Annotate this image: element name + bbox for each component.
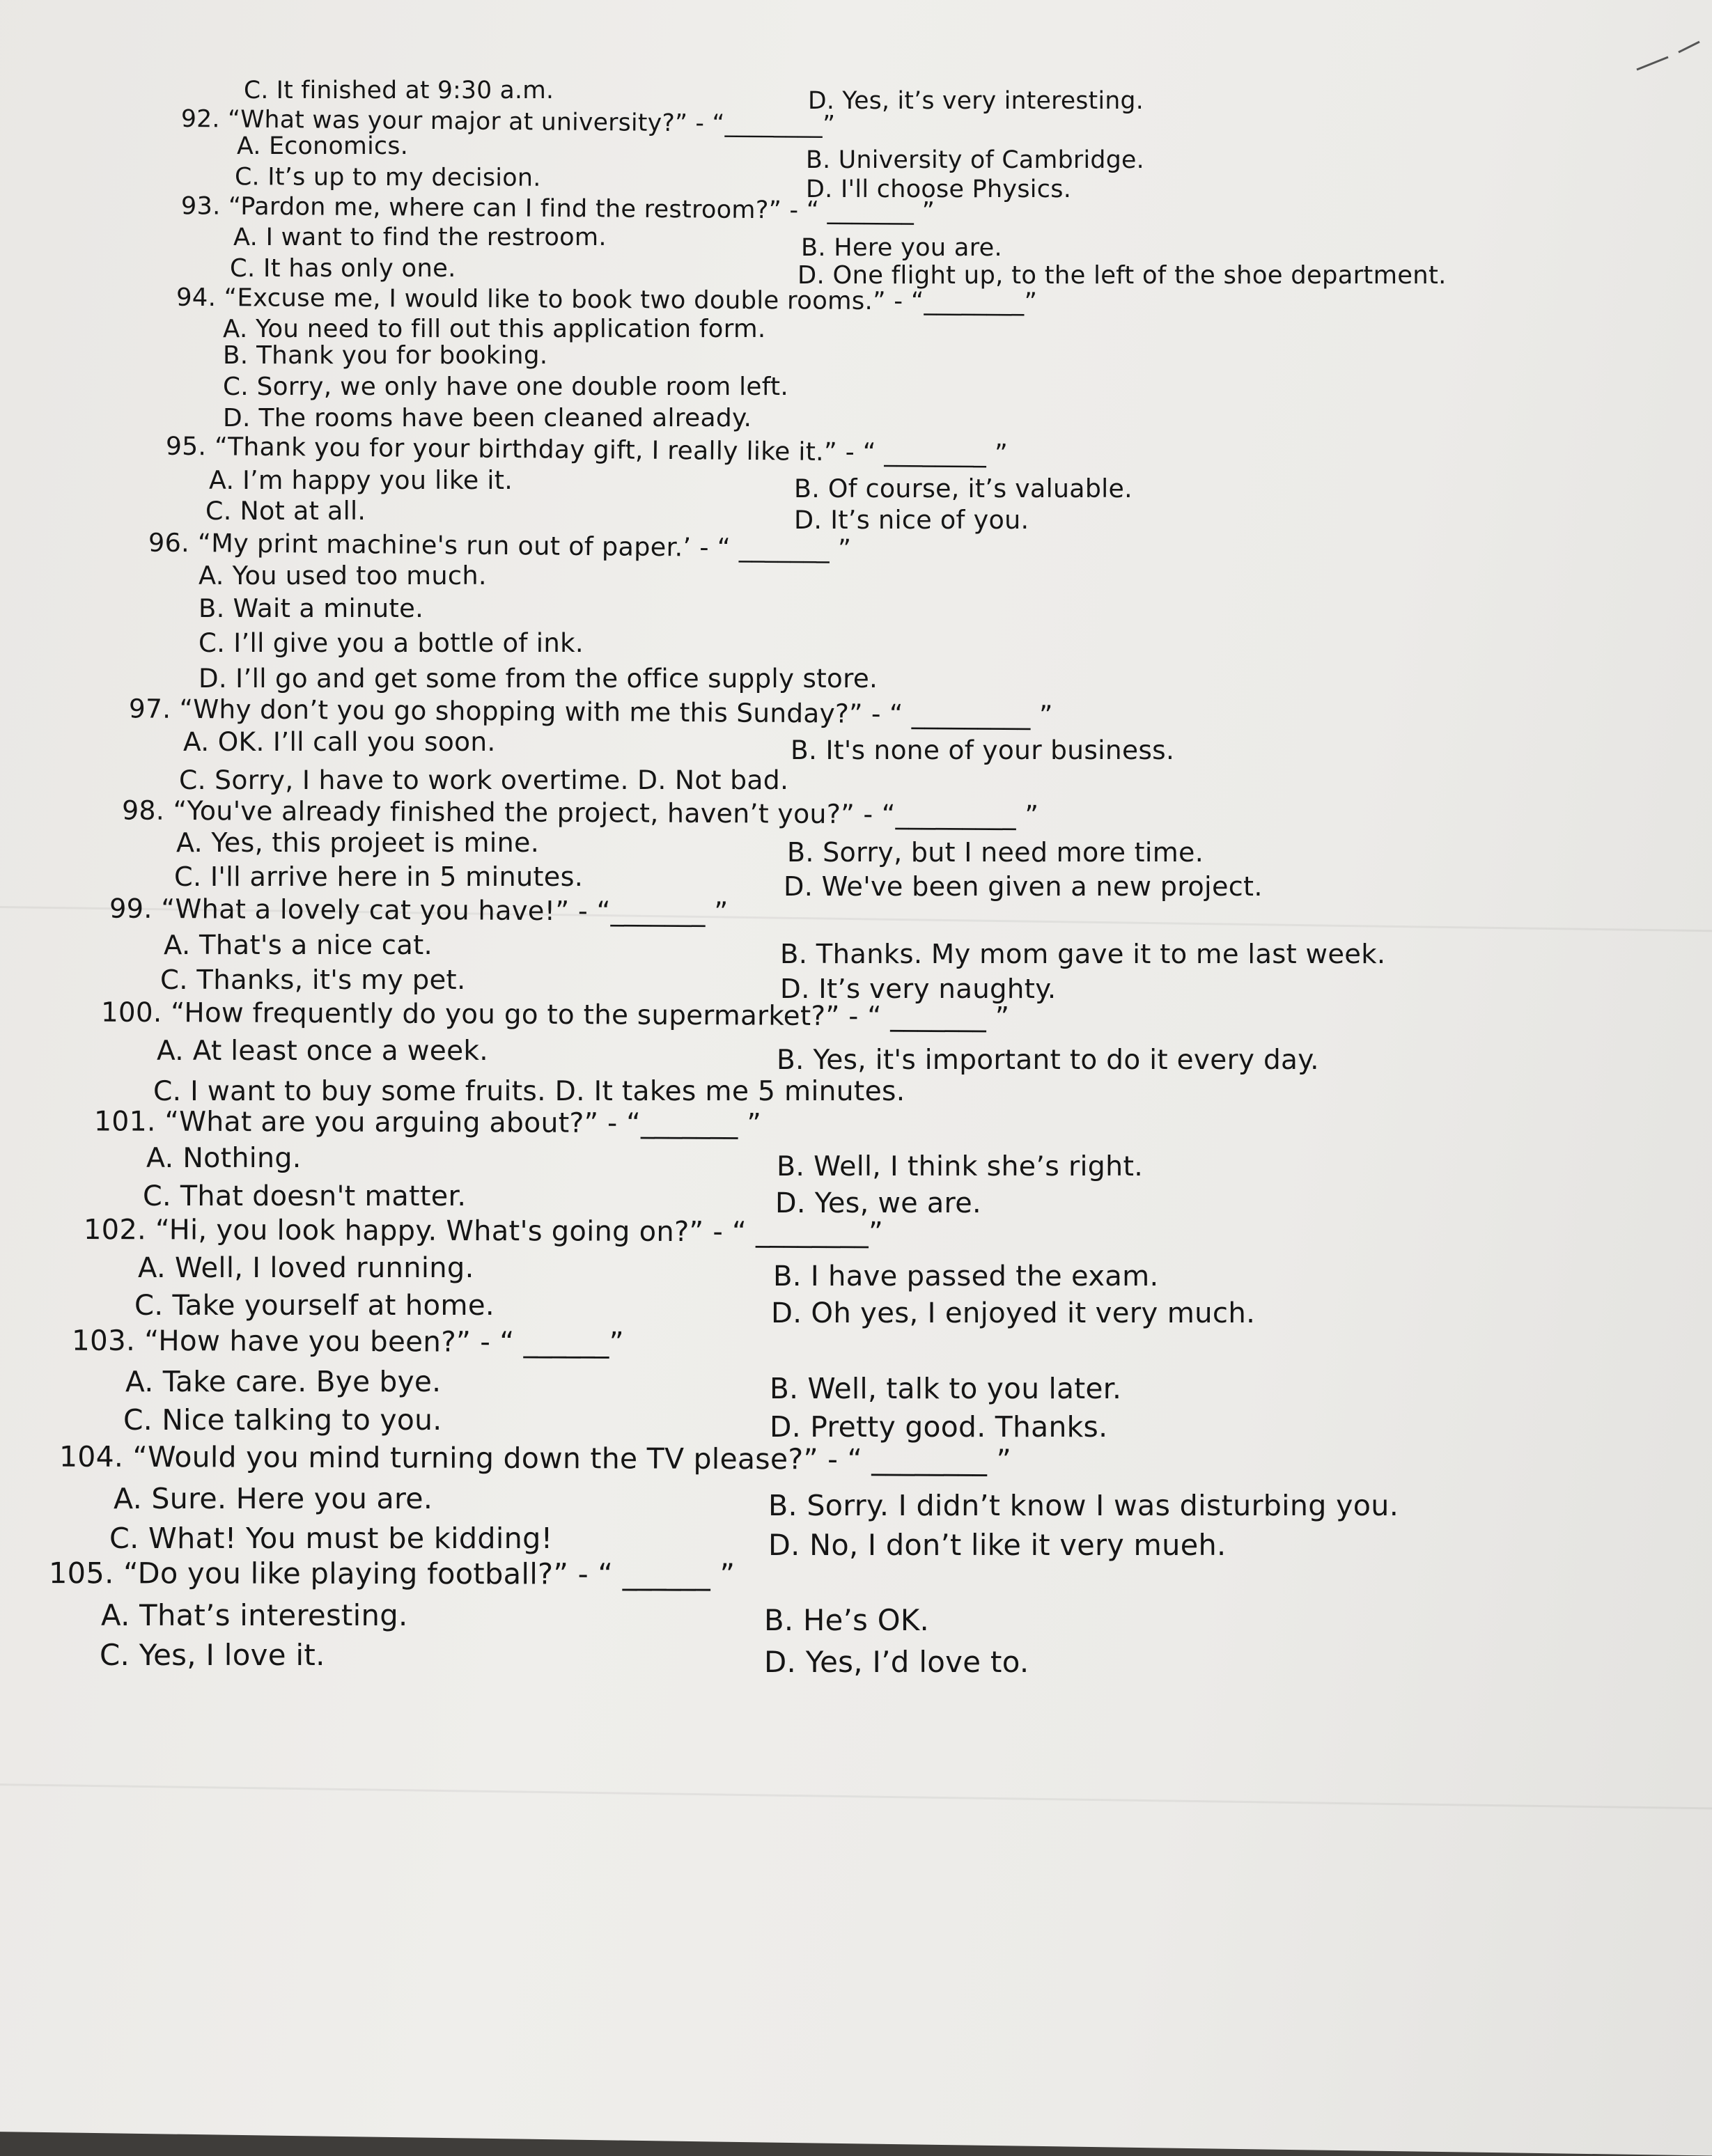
q98-b-text: B. Sorry, but I need more time.	[787, 837, 1204, 868]
q99-b-text: B. Thanks. My mom gave it to me last week.	[780, 939, 1386, 970]
q97-stem-text: 97. “Why don’t you go shopping with me this Sunday?” - “ _________ ”	[128, 693, 1053, 731]
q98-a-text: A. Yes, this projeet is mine.	[176, 827, 540, 858]
q100-cd-text: C. I want to buy some fruits. D. It takes me 5 minutes.	[153, 1076, 905, 1107]
q93-a-text: A. I want to find the restroom.	[233, 223, 607, 251]
q94-stem-text: 94. “Excuse me, I would like to book two double rooms.” - “________”	[176, 283, 1038, 317]
q105-c-text: C. Yes, I love it.	[100, 1638, 325, 1672]
q95-a-text: A. I’m happy you like it.	[209, 465, 513, 495]
q93-c-text: C. It has only one.	[230, 254, 456, 283]
q95-b-text: B. Of course, it’s valuable.	[794, 474, 1133, 503]
pen-mark-icon	[1630, 14, 1706, 84]
q101-b-text: B. Well, I think she’s right.	[777, 1150, 1144, 1182]
q96-stem-text: 96. “My print machine's run out of paper.’ - “ _______ ”	[148, 527, 852, 564]
q101-a-text: A. Nothing.	[146, 1142, 302, 1174]
q96-a-text: A. You used too much.	[199, 561, 487, 591]
q104-d-text: D. No, I don’t like it very mueh.	[768, 1529, 1227, 1562]
q101-stem-text: 101. “What are you arguing about?” - “_______ ”	[93, 1106, 762, 1140]
q97-a-text: A. OK. I’ll call you soon.	[183, 726, 496, 757]
q92-c-text: C. It’s up to my decision.	[234, 163, 541, 192]
q100-stem-text: 100. “How frequently do you go to the supermarket?” - “ _______ ”	[100, 997, 1010, 1033]
q92-d-text: D. I'll choose Physics.	[806, 175, 1072, 203]
q99-d-text: D. It’s very naughty.	[780, 974, 1057, 1005]
q91-c-text: C. It finished at 9:30 a.m.	[244, 76, 554, 104]
q104-c-text: C. What! You must be kidding!	[109, 1522, 553, 1555]
q93-stem-text: 93. “Pardon me, where can I find the restroom?” - “ _______ ”	[180, 192, 935, 226]
q94-d-text: D. The rooms have been cleaned already.	[223, 404, 752, 432]
q102-d-text: D. Oh yes, I enjoyed it very much.	[771, 1297, 1256, 1329]
q102-stem-text: 102. “Hi, you look happy. What's going on?” - “ ________”	[83, 1213, 884, 1249]
q104-b-text: B. Sorry. I didn’t know I was disturbing you.	[768, 1489, 1399, 1522]
q105-d-text: D. Yes, I’d love to.	[764, 1645, 1029, 1679]
q99-stem-text: 99. “What a lovely cat you have!” - “_______ ”	[109, 893, 729, 928]
q92-b-text: B. University of Cambridge.	[806, 146, 1145, 175]
q98-c-text: C. I'll arrive here in 5 minutes.	[174, 862, 584, 893]
q94-b-text: B. Thank you for booking.	[223, 341, 548, 370]
q97-b-text: B. It's none of your business.	[791, 735, 1175, 765]
q104-stem-text: 104. “Would you mind turning down the TV please?” - “ ________ ”	[59, 1439, 1012, 1477]
q94-c-text: C. Sorry, we only have one double room left.	[223, 373, 789, 401]
q92-a-text: A. Economics.	[237, 132, 409, 161]
q96-c-text: C. I’ll give you a bottle of ink.	[199, 628, 584, 658]
q96-b-text: B. Wait a minute.	[199, 593, 424, 623]
q100-a-text: A. At least once a week.	[157, 1036, 488, 1067]
q103-d-text: D. Pretty good. Thanks.	[770, 1410, 1108, 1444]
q93-d-text: D. One flight up, to the left of the shoe department.	[797, 260, 1447, 290]
q92-stem-text: 92. “What was your major at university?” - “________”	[180, 104, 836, 139]
q99-c-text: C. Thanks, it's my pet.	[159, 964, 466, 996]
q102-b-text: B. I have passed the exam.	[773, 1260, 1159, 1292]
q98-stem-text: 98. “You've already finished the project, haven’t you?” - “_________ ”	[121, 795, 1039, 831]
q94-a-text: A. You need to fill out this application form.	[223, 315, 766, 343]
q99-a-text: A. That's a nice cat.	[164, 930, 433, 961]
q96-d-text: D. I’ll go and get some from the office supply store.	[199, 663, 878, 694]
q102-a-text: A. Well, I loved running.	[137, 1252, 474, 1284]
q98-d-text: D. We've been given a new project.	[784, 872, 1263, 903]
q105-b-text: B. He’s OK.	[764, 1603, 930, 1637]
q101-d-text: D. Yes, we are.	[775, 1187, 981, 1219]
q102-c-text: C. Take yourself at home.	[134, 1290, 495, 1322]
q105-stem-text: 105. “Do you like playing football?” - “ ______ ”	[48, 1556, 736, 1591]
q100-b-text: B. Yes, it's important to do it every day.	[777, 1045, 1319, 1076]
q103-a-text: A. Take care. Bye bye.	[125, 1365, 442, 1398]
q103-b-text: B. Well, talk to you later.	[770, 1372, 1122, 1405]
q95-stem-text: 95. “Thank you for your birthday gift, I really like it.” - “ ________ ”	[165, 431, 1009, 469]
q103-stem-text: 103. “How have you been?” - “ ______”	[71, 1323, 625, 1359]
q95-d-text: D. It’s nice of you.	[794, 505, 1029, 535]
q95-c-text: C. Not at all.	[205, 496, 366, 526]
q104-a-text: A. Sure. Here you are.	[114, 1482, 433, 1515]
q101-c-text: C. That doesn't matter.	[143, 1180, 467, 1212]
q91-d-text: D. Yes, it’s very interesting.	[808, 87, 1144, 115]
q103-c-text: C. Nice talking to you.	[123, 1403, 442, 1437]
q105-a-text: A. That’s interesting.	[101, 1598, 408, 1632]
q97-cd-text: C. Sorry, I have to work overtime. D. Not bad.	[179, 765, 789, 795]
q93-b-text: B. Here you are.	[801, 233, 1002, 262]
